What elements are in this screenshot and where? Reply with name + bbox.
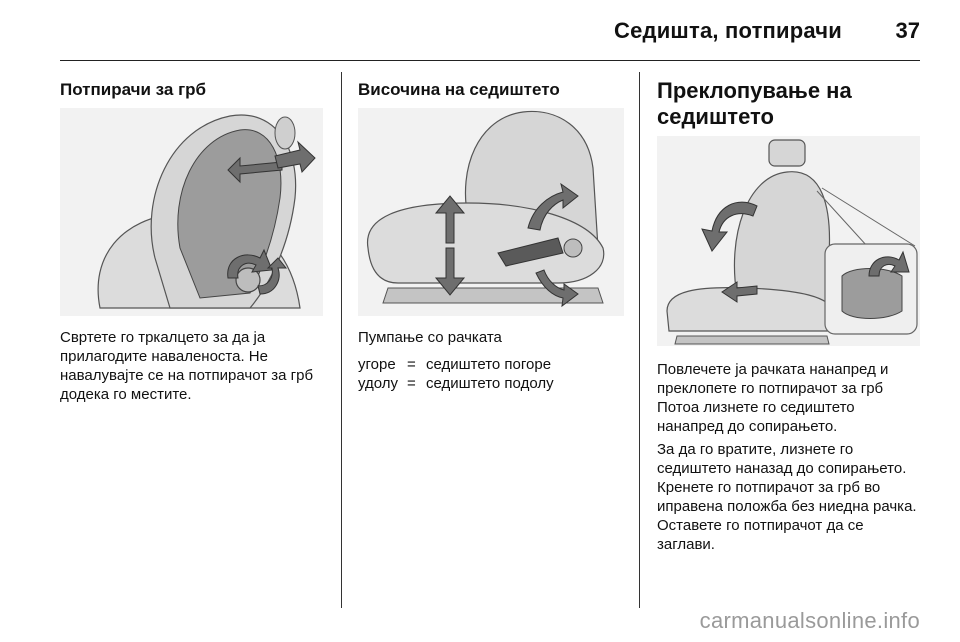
row-separator: =	[407, 356, 416, 373]
column-divider	[341, 72, 342, 608]
row-separator: =	[407, 375, 416, 392]
heading-line: седиштето	[657, 104, 774, 129]
row-key: угоре	[358, 356, 396, 373]
folding-instructions: Повлечете ја рачката нанапред и преклопете го потпирачот за грб Потоа лизнете го седиштето нанапред до сопирањето.	[657, 361, 889, 435]
section-heading-seat-folding	[657, 78, 852, 130]
row-value: седиштето погоре	[426, 356, 552, 373]
column-divider	[639, 72, 640, 608]
seat-folding-illustration	[657, 136, 920, 346]
table-row	[358, 374, 554, 393]
row-key: удолу	[358, 375, 399, 392]
backrest-illustration	[60, 108, 323, 316]
seat-height-intro: Пумпање со рачката	[358, 329, 502, 346]
heading-line: Преклопување на	[657, 78, 852, 103]
seat-height-table	[358, 355, 554, 393]
page-header	[60, 0, 920, 61]
seat-height-illustration	[358, 108, 624, 316]
page-number: 37	[895, 18, 920, 43]
backrest-instructions: Свртете го тркалцето за да ја прилагодите наваленоста. Не навалувајте се на потпирачот за грб додека го местите.	[60, 329, 314, 403]
watermark: carmanualsonline.info	[699, 608, 920, 633]
table-row	[358, 355, 554, 374]
section-heading-backrest: Потпирачи за грб	[60, 80, 207, 99]
row-value: седиштето подолу	[426, 375, 554, 392]
return-instructions: За да го вратите, лизнете го седиштето наназад до сопирањето. Кренете го потпирачот за грб во иправена положба без ниедна рачка. Оставете го потпирачот да се заглави.	[657, 441, 917, 553]
page-title: Седишта, потпирачи	[614, 18, 842, 43]
section-heading-seat-height: Височина на седиштето	[358, 80, 560, 99]
